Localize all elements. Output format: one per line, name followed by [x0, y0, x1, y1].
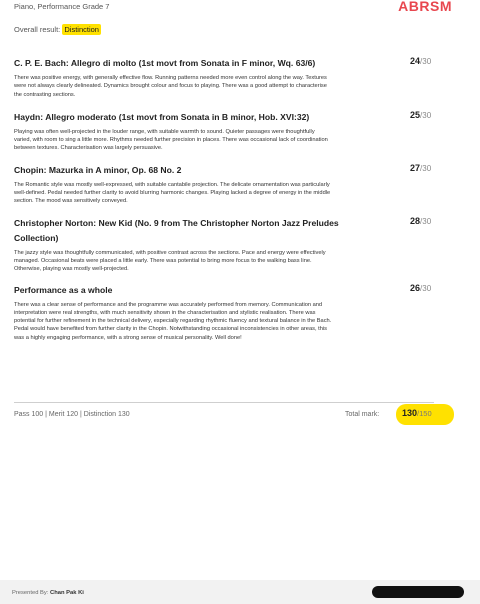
piece-comment: The jazzy style was thoughtfully communicated, with positive contrast across the sections. Pace and energy were effectively managed. Occasional beats were placed a little early. There was potential to bring more focus to the walking bass line. Otherwise, playing was mostly well-projected.	[14, 249, 326, 273]
piece-title: Chopin: Mazurka in A minor, Op. 68 No. 2	[14, 164, 182, 175]
score-value: 26	[410, 282, 421, 293]
piece-comment: Playing was often well-projected in the louder range, with suitable warmth to sound. Quieter passages were thoughtfully varied, with room to sing a little more. Rhythms needed further precision in places. There was occasional lack of coordination between textures. Characterisation was largely persuasive.	[14, 128, 328, 152]
total-out-of: /150	[417, 409, 432, 418]
footer-bar	[0, 580, 480, 604]
pieces-list	[14, 56, 434, 342]
abrsm-logo: ABRSM	[398, 0, 452, 14]
piece-section	[14, 110, 434, 153]
performance-whole-section	[14, 283, 434, 342]
piece-title: Haydn: Allegro moderato (1st movt from Sonata in B minor, Hob. XVI:32)	[14, 111, 310, 122]
piece-section	[14, 216, 434, 274]
score-out-of: /30	[420, 163, 432, 173]
total-mark	[402, 408, 432, 418]
score-out-of: /30	[420, 283, 432, 293]
piece-section	[14, 56, 434, 99]
score-value: 27	[410, 162, 421, 173]
overall-result	[14, 25, 101, 34]
score-value: 24	[410, 56, 421, 66]
total-value: 130	[402, 408, 418, 418]
piece-section	[14, 163, 434, 206]
score-out-of: /30	[420, 57, 432, 66]
piece-score	[410, 56, 431, 66]
grade-thresholds: Pass 100 | Merit 120 | Distinction 130	[14, 411, 130, 418]
presented-by	[12, 590, 84, 596]
score-value: 25	[410, 109, 421, 120]
piece-score	[410, 110, 431, 120]
piece-score	[410, 283, 431, 293]
score-out-of: /30	[420, 216, 432, 226]
piece-score	[410, 163, 431, 173]
piece-comment: The Romantic style was mostly well-expressed, with suitable cantabile projection. The delicate ornamentation was particularly well-defined. Pedal needed further clarity to avoid blurring harmonic changes. Playing lacked a degree of energy in the middle section. The mood was sensitively conveyed.	[14, 181, 331, 205]
score-value: 28	[410, 215, 421, 226]
redaction-mark	[372, 586, 464, 598]
piece-title: Performance as a whole	[14, 284, 113, 295]
presenter-name: Chan Pak Ki	[50, 590, 84, 596]
presented-by-label: Presented By:	[12, 590, 49, 596]
overall-result-label: Overall result:	[14, 25, 61, 34]
piece-score	[410, 216, 431, 226]
total-mark-label: Total mark:	[345, 411, 380, 418]
piece-title: Christopher Norton: New Kid (No. 9 from The Christopher Norton Jazz Preludes Collection)	[14, 217, 339, 243]
piece-title: C. P. E. Bach: Allegro di molto (1st movt from Sonata in F minor, Wq. 63/6)	[14, 58, 316, 68]
piece-comment: There was a clear sense of performance and the programme was accurately performed from memory. Communication and interpretation were real strengths, with much sensitivity shown in the characterisation and stylistic realisation. There was potential for further refinement in the technical delivery, especially regarding rhythmic fluency and textural balance in the Bach. Pedal would have benefited from further clarity in the Chopin. Notwithstanding occasional inconsistencies in other areas, this was a highly engaging performance, with a strong sense of musical personality. Well done!	[14, 301, 332, 341]
exam-subtitle: Piano, Performance Grade 7	[14, 2, 110, 11]
overall-result-value: Distinction	[64, 25, 99, 34]
summary-divider	[14, 402, 434, 403]
score-out-of: /30	[420, 110, 432, 120]
piece-comment: There was positive energy, with generally effective flow. Running patterns needed more even control along the way. Textures were not always clearly delineated. Dynamics brought colour and focus to playing. There was a good attempt to characterise the contrasting sections.	[14, 75, 327, 98]
